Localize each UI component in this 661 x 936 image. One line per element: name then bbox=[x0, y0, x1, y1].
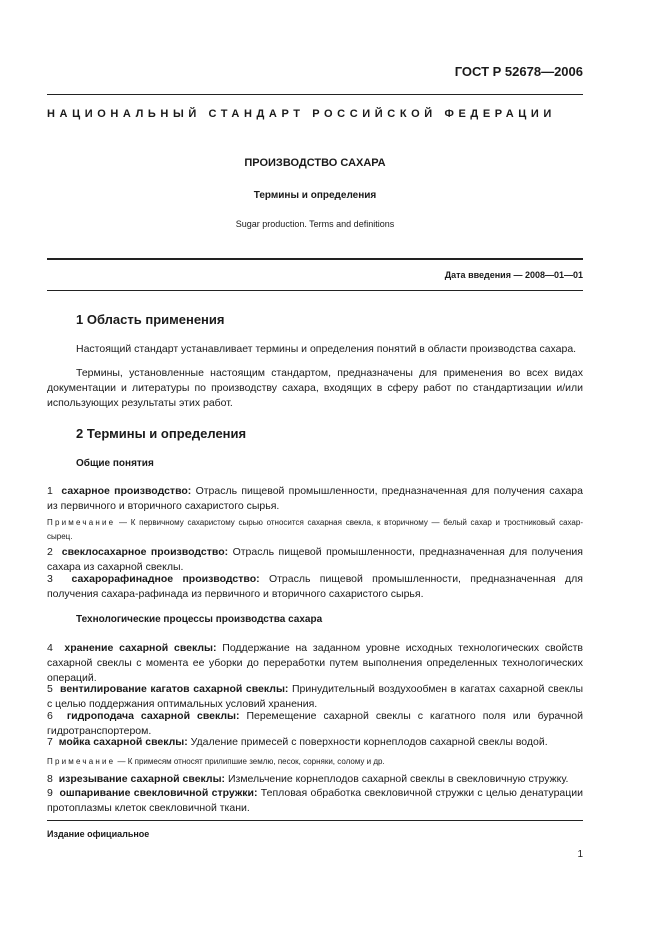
document-subtitle: Термины и определения bbox=[253, 190, 377, 201]
term-4: 4 хранение сахарной свеклы: Поддержание на заданном уровне исходных технологических свойств сахарной свеклы с момента ее уборки до переработки путем выполнения определенных технологических операций. bbox=[47, 642, 583, 684]
effective-date: Дата введения — 2008—01—01 bbox=[444, 270, 583, 280]
term-5: 5 вентилирование кагатов сахарной свеклы: Принудительный воздухообмен в кагатах сахарной свеклы с целью поддержания оптимальных условий хранения. bbox=[47, 683, 583, 710]
date-rule bbox=[47, 290, 583, 291]
footer-rule bbox=[47, 820, 583, 821]
edition-label: Издание официальное bbox=[47, 829, 150, 839]
term-1: 1 сахарное производство: Отрасль пищевой промышленности, предназначенная для получения сахара из первичного и вторичного сахаристого сырья. bbox=[47, 485, 583, 512]
section-1-heading: 1 Область применения bbox=[76, 312, 225, 327]
note-1: Примечание — К первичному сахаристому сырью относится сахарная свекла, к вторичному — белый сахар и тростниковый сахар-сырец. bbox=[47, 518, 583, 541]
page-number: 1 bbox=[577, 849, 583, 860]
term-8-name: изрезывание сахарной свеклы: bbox=[58, 773, 226, 785]
term-3-name: сахарорафинадное производство: bbox=[71, 573, 260, 585]
document-english-title: Sugar production. Terms and definitions bbox=[235, 219, 395, 229]
term-9-name: ошпаривание свекловичной стружки: bbox=[59, 787, 258, 799]
term-4-name: хранение сахарной свеклы: bbox=[64, 642, 217, 654]
term-3: 3 сахарорафинадное производство: Отрасль пищевой промышленности, предназначенная для получения сахара-рафинада из первичного и вторичного сахаристого сырья. bbox=[47, 573, 583, 600]
term-2-name: свеклосахарное производство: bbox=[61, 546, 229, 558]
term-7-name: мойка сахарной свеклы: bbox=[58, 736, 188, 748]
title-rule bbox=[47, 258, 583, 260]
term-2: 2 свеклосахарное производство: Отрасль пищевой промышленности, предназначенная для получения сахара из сахарной свеклы. bbox=[47, 546, 583, 573]
note-2: Примечание — К примесям относят прилипшие землю, песок, сорняки, солому и др. bbox=[47, 757, 385, 766]
section-1-paragraph-1: Настоящий стандарт устанавливает термины и определения понятий в области производства сахара. bbox=[76, 343, 577, 355]
group-technological-processes: Технологические процессы производства сахара bbox=[76, 614, 323, 625]
group-general-concepts: Общие понятия bbox=[76, 458, 154, 469]
term-5-name: вентилирование кагатов сахарной свеклы: bbox=[60, 683, 289, 695]
national-standard-banner: НАЦИОНАЛЬНЫЙ СТАНДАРТ РОССИЙСКОЙ ФЕДЕРАЦИИ bbox=[47, 108, 556, 120]
term-6-name: гидроподача сахарной свеклы: bbox=[66, 710, 240, 722]
term-8: 8 изрезывание сахарной свеклы: Измельчение корнеплодов сахарной свеклы в свекловичную стружку. bbox=[47, 773, 569, 785]
document-code: ГОСТ Р 52678—2006 bbox=[454, 64, 583, 79]
document-title: ПРОИЗВОДСТВО САХАРА bbox=[244, 157, 386, 169]
header-rule bbox=[47, 94, 583, 95]
term-1-name: сахарное производство: bbox=[61, 485, 192, 497]
term-7: 7 мойка сахарной свеклы: Удаление примесей с поверхности корнеплодов сахарной свеклы водой. bbox=[47, 736, 548, 748]
section-2-heading: 2 Термины и определения bbox=[76, 426, 247, 441]
term-9: 9 ошпаривание свекловичной стружки: Тепловая обработка свекловичной стружки с целью денатурации протоплазмы клеток свекловичной ткани. bbox=[47, 787, 583, 814]
section-1-paragraph-2: Термины, установленные настоящим стандартом, предназначены для применения во всех видах документации и литературы по производству сахара, входящих в сферу работ по стандартизации и/или использующих результаты этих работ. bbox=[47, 367, 583, 409]
term-6: 6 гидроподача сахарной свеклы: Перемещение сахарной свеклы с кагатного поля или бурачной гидротранспортером. bbox=[47, 710, 583, 737]
